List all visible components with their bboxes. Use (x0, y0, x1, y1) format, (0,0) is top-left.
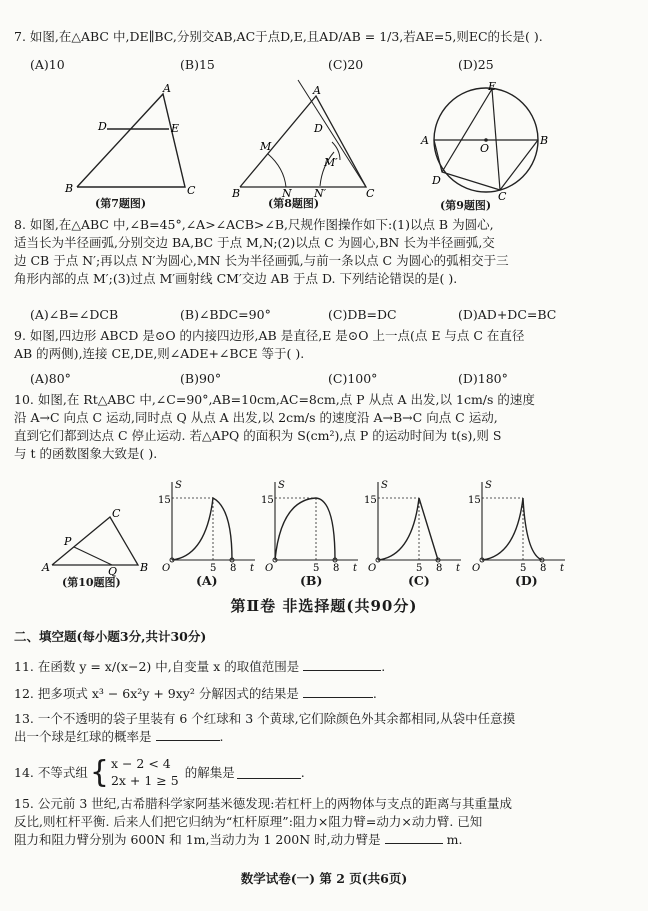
svg-text:8: 8 (230, 563, 237, 574)
graph-c-label: (C) (408, 573, 430, 588)
svg-text:15: 15 (468, 495, 481, 506)
svg-text:E: E (171, 122, 180, 135)
svg-text:N: N (282, 187, 292, 200)
svg-text:A: A (421, 134, 429, 147)
graph-b-label: (B) (300, 573, 323, 588)
question-7: 7. 如图,在△ABC 中,DE∥BC,分别交AB,AC于点D,E,且AD/AB = 1/3,若AE=5,则EC的长是( ). (14, 29, 543, 44)
svg-text:5: 5 (210, 563, 217, 574)
figure-8 (228, 82, 378, 202)
graph-d-label: (D) (515, 573, 538, 588)
figure-10-caption: (第10题图) (62, 576, 121, 589)
q8-option-d: (D)AD+DC=BC (458, 307, 557, 322)
svg-text:5: 5 (416, 563, 423, 574)
figure-7 (55, 82, 195, 212)
inequality-system: x − 2 < 4 2x + 1 ≥ 5 (110, 756, 179, 788)
question-12: 12. 把多项式 x³ − 6x²y + 9xy² 分解因式的结果是 . (14, 686, 377, 701)
svg-text:S: S (485, 480, 492, 491)
svg-text:A: A (313, 84, 321, 97)
figure-9 (418, 80, 558, 203)
svg-text:O: O (162, 563, 171, 574)
q14-answer-blank[interactable] (237, 766, 301, 779)
question-14: 14. 不等式组 { x − 2 < 4 2x + 1 ≥ 5 的解集是 . (14, 754, 305, 790)
part-2-title: 第Ⅱ卷 非选择题(共90分) (230, 597, 418, 615)
q9-option-c: (C)100° (328, 371, 378, 386)
svg-text:P: P (64, 535, 72, 548)
figure-9-caption: (第9题图) (440, 199, 492, 212)
svg-text:t: t (456, 563, 461, 574)
graph-a-label: (A) (196, 573, 218, 588)
section-2-title: 二、填空题(每小题3分,共计30分) (14, 629, 207, 644)
question-7-options (30, 56, 630, 74)
figure-8-caption: (第8题图) (268, 197, 320, 210)
q9-option-b: (B)90° (180, 371, 222, 386)
question-9-options (30, 370, 630, 388)
q13-answer-blank[interactable] (156, 728, 220, 741)
svg-text:B: B (140, 561, 149, 574)
graph-d (470, 478, 570, 573)
svg-text:M′: M′ (324, 156, 338, 169)
svg-text:15: 15 (158, 495, 171, 506)
svg-text:E: E (488, 80, 497, 93)
q7-option-a: (A)10 (30, 57, 65, 72)
svg-text:15: 15 (364, 495, 377, 506)
svg-text:M: M (260, 140, 272, 153)
svg-text:S: S (381, 480, 388, 491)
svg-text:C: C (498, 190, 507, 203)
svg-text:A: A (42, 561, 50, 574)
question-15: 15. 公元前 3 世纪,古希腊科学家阿基米德发现:若杠杆上的两物体与支点的距离与其重量成 反比,则杠杆平衡. 后来人们把它归纳为“杠杆原理”:阻力×阻力臂=动力×动力臂. 已知 阻力和阻力臂分别为 600N 和 1m,当动力为 1 200N 时,动力臂是 m. (14, 796, 512, 848)
svg-text:5: 5 (520, 563, 527, 574)
svg-text:8: 8 (436, 563, 443, 574)
svg-text:B: B (540, 134, 549, 147)
svg-text:C: C (187, 184, 196, 197)
q7-option-c: (C)20 (328, 57, 364, 72)
page-footer: 数学试卷(一) 第 2 页(共6页) (240, 871, 408, 886)
figure-7-caption: (第7题图) (95, 197, 147, 210)
question-10: 10. 如图,在 Rt△ABC 中,∠C=90°,AB=10cm,AC=8cm,点 P 从点 A 出发,以 1cm/s 的速度 沿 A→C 向点 C 运动,同时点 Q 从点 A 出发,以 2cm/s 的速度沿 A→B→C 向点 C 运动, 直到它们都到达点 C 停止运动. 若△APQ 的面积为 S(cm²),点 P 的运动时间为 t(s),则 S 与 t 的函数图象大致是( ). (14, 392, 535, 462)
graph-c (366, 478, 466, 573)
q8-option-b: (B)∠BDC=90° (180, 307, 271, 322)
question-13: 13. 一个不透明的袋子里装有 6 个红球和 3 个黄球,它们除颜色外其余都相同,从袋中任意摸 出一个球是红球的概率是 . (14, 711, 516, 745)
svg-text:5: 5 (313, 563, 320, 574)
svg-text:8: 8 (333, 563, 340, 574)
q9-option-a: (A)80° (30, 371, 71, 386)
svg-text:C: C (112, 507, 121, 520)
svg-text:S: S (278, 480, 285, 491)
svg-text:O: O (480, 142, 490, 155)
question-8: 8. 如图,在△ABC 中,∠B=45°,∠A>∠ACB>∠B,尺规作图操作如下:(1)以点 B 为圆心, 适当长为半径画弧,分别交边 BA,BC 于点 M,N;(2)以点 C 为圆心,BN 长为半径画弧,交 边 CB 于点 N′;再以点 N′为圆心,MN 长为半径画弧,与前一条以点 C 为圆心的弧相交于三 角形内部的点 M′;(3)过点 M′画射线 CM′交边 AB 于点 D. 下列结论错误的是( ). (14, 217, 509, 287)
svg-text:B: B (232, 187, 241, 200)
svg-text:O: O (472, 563, 481, 574)
q15-answer-blank[interactable] (385, 831, 443, 844)
svg-text:t: t (250, 563, 255, 574)
svg-text:15: 15 (261, 495, 274, 506)
svg-text:Q: Q (108, 565, 118, 578)
q12-answer-blank[interactable] (303, 685, 373, 698)
svg-text:D: D (98, 120, 107, 133)
svg-text:S: S (175, 480, 182, 491)
graph-a (160, 478, 260, 573)
svg-text:B: B (65, 182, 74, 195)
question-9: 9. 如图,四边形 ABCD 是⊙O 的内接四边形,AB 是直径,E 是⊙O 上一点(点 E 与点 C 在直径 AB 的两侧),连接 CE,DE,则∠ADE+∠BCE 等于( ). (14, 328, 525, 362)
svg-text:N′: N′ (314, 187, 327, 200)
question-8-options (30, 306, 630, 324)
svg-text:D: D (314, 122, 323, 135)
svg-text:t: t (560, 563, 565, 574)
q9-option-d: (D)180° (458, 371, 508, 386)
svg-text:8: 8 (540, 563, 547, 574)
q7-option-d: (D)25 (458, 57, 494, 72)
svg-text:O: O (368, 563, 377, 574)
svg-text:C: C (366, 187, 375, 200)
figure-10 (40, 505, 160, 578)
svg-text:t: t (353, 563, 358, 574)
q8-option-c: (C)DB=DC (328, 307, 397, 322)
svg-text:O: O (265, 563, 274, 574)
svg-text:A: A (163, 82, 171, 95)
brace-icon: { (89, 754, 109, 790)
q11-answer-blank[interactable] (303, 658, 381, 671)
svg-text:D: D (432, 174, 441, 187)
question-11: 11. 在函数 y = x/(x−2) 中,自变量 x 的取值范围是 . (14, 659, 386, 674)
q8-option-a: (A)∠B=∠DCB (30, 307, 119, 322)
q7-option-b: (B)15 (180, 57, 215, 72)
graph-b (263, 478, 363, 573)
